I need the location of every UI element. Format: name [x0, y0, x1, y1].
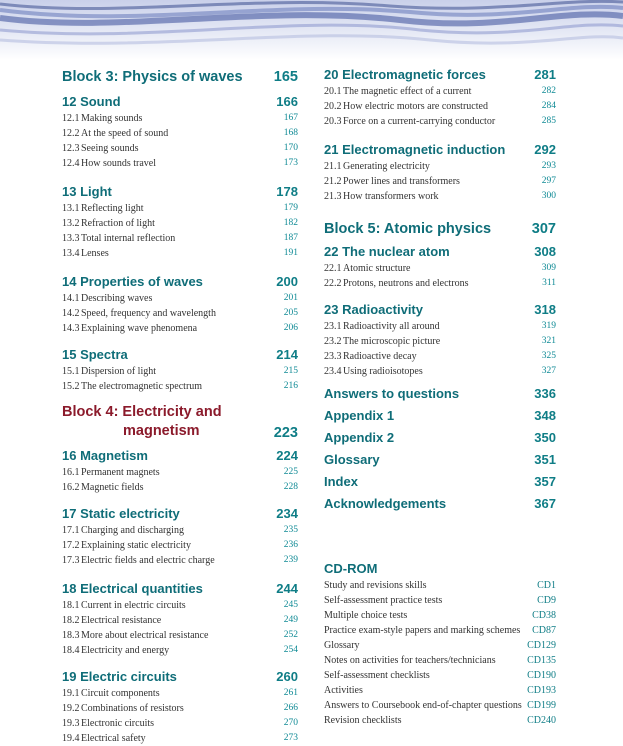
subsection-title: Electrical safety: [81, 733, 146, 744]
subsection-page: 252: [283, 630, 298, 640]
chapter-16-heading[interactable]: [62, 447, 298, 465]
subsection-row[interactable]: [62, 111, 298, 126]
subsection-number: 12.2: [62, 128, 80, 139]
subsection-page: 206: [283, 323, 298, 333]
extra-page: 336: [534, 386, 556, 401]
block-4-heading[interactable]: [62, 403, 298, 443]
subsection-number: 17.3: [62, 555, 80, 566]
cd-rom-item[interactable]: [324, 713, 556, 728]
subsection-title: Describing waves: [81, 293, 153, 304]
subsection-page: 236: [283, 540, 298, 550]
subsection-page: 182: [283, 218, 298, 228]
cd-item-page: CD240: [527, 715, 556, 726]
subsection-row[interactable]: [62, 731, 298, 746]
cd-item-page: CD199: [527, 700, 556, 711]
chapter-title: 23 Radioactivity: [324, 302, 423, 317]
extra-index[interactable]: [324, 471, 556, 493]
chapter-page: 318: [534, 302, 556, 317]
subsection-row[interactable]: [62, 126, 298, 141]
subsection-page: 191: [283, 248, 298, 258]
subsection-page: 205: [283, 308, 298, 318]
chapter-title: 16 Magnetism: [62, 448, 148, 463]
cd-rom-item[interactable]: [324, 638, 556, 653]
subsection-row[interactable]: [62, 201, 298, 216]
subsection-number: 16.1: [62, 467, 80, 478]
subsection-row[interactable]: [62, 321, 298, 336]
subsection-row[interactable]: [62, 538, 298, 553]
extra-page: 357: [534, 474, 556, 489]
subsection-row[interactable]: [324, 99, 556, 114]
extra-appendix-2[interactable]: [324, 427, 556, 449]
subsection-page: 239: [283, 555, 298, 565]
subsection-number: 18.2: [62, 615, 80, 626]
toc-left-column: [62, 66, 298, 746]
block-page: 165: [273, 69, 298, 85]
chapter-14-heading[interactable]: [62, 273, 298, 291]
block-5-heading[interactable]: [324, 218, 556, 240]
subsection-row[interactable]: [324, 364, 556, 379]
subsection-number: 20.3: [324, 116, 342, 127]
cd-rom-item[interactable]: [324, 578, 556, 593]
subsection-number: 22.1: [324, 263, 342, 274]
subsection-page: 167: [283, 113, 298, 123]
subsection-title: At the speed of sound: [81, 128, 169, 139]
subsection-title: Protons, neutrons and electrons: [343, 278, 469, 289]
subsection-title: Charging and discharging: [81, 525, 184, 536]
subsection-page: 311: [542, 278, 556, 288]
block-page: 307: [531, 221, 556, 237]
subsection-number: 23.3: [324, 351, 342, 362]
subsection-row[interactable]: [324, 189, 556, 204]
subsection-page: 284: [541, 101, 556, 111]
subsection-row[interactable]: [62, 306, 298, 321]
subsection-number: 21.1: [324, 161, 342, 172]
chapter-20-heading[interactable]: [324, 66, 556, 84]
subsection-title: Making sounds: [81, 113, 143, 124]
subsection-row[interactable]: [324, 276, 556, 291]
cd-item-page: CD190: [527, 670, 556, 681]
subsection-number: 18.1: [62, 600, 80, 611]
subsection-page: 179: [283, 203, 298, 213]
subsection-title: Force on a current-carrying conductor: [343, 116, 496, 127]
extra-page: 348: [534, 408, 556, 423]
block-title-line-2: magnetism: [123, 423, 200, 439]
subsection-page: 293: [541, 161, 556, 171]
subsection-row[interactable]: [62, 686, 298, 701]
chapter-19-heading[interactable]: [62, 668, 298, 686]
chapter-title: 15 Spectra: [62, 347, 128, 362]
cd-rom-item[interactable]: [324, 593, 556, 608]
extra-acknowledgements[interactable]: [324, 493, 556, 515]
subsection-title: Refraction of light: [81, 218, 155, 229]
subsection-title: Atomic structure: [343, 263, 411, 274]
subsection-title: Explaining wave phenomena: [81, 323, 198, 334]
subsection-row[interactable]: [62, 216, 298, 231]
subsection-page: 170: [283, 143, 298, 153]
subsection-title: Total internal reflection: [81, 233, 176, 244]
subsection-row[interactable]: [62, 628, 298, 643]
cd-item-title: Self-assessment checklists: [324, 670, 430, 681]
subsection-number: 12.4: [62, 158, 80, 169]
subsection-number: 12.1: [62, 113, 80, 124]
subsection-row[interactable]: [62, 613, 298, 628]
subsection-row[interactable]: [324, 349, 556, 364]
subsection-title: Reflecting light: [81, 203, 144, 214]
cd-rom-item[interactable]: [324, 683, 556, 698]
subsection-row[interactable]: [62, 643, 298, 658]
subsection-number: 13.1: [62, 203, 80, 214]
subsection-page: 173: [283, 158, 298, 168]
subsection-number: 23.1: [324, 321, 342, 332]
subsection-title: Electric fields and electric charge: [81, 555, 215, 566]
subsection-page: 327: [541, 366, 556, 376]
subsection-page: 261: [283, 688, 298, 698]
subsection-row[interactable]: [62, 465, 298, 480]
subsection-title: Explaining static electricity: [81, 540, 191, 551]
subsection-number: 20.1: [324, 86, 342, 97]
subsection-title: Lenses: [81, 248, 109, 259]
extra-title: Answers to questions: [324, 386, 460, 401]
subsection-title: Radioactive decay: [343, 351, 417, 362]
subsection-page: 282: [541, 86, 556, 96]
cd-item-title: Notes on activities for teachers/technicians: [324, 655, 496, 666]
cd-rom-item[interactable]: [324, 608, 556, 623]
cd-item-title: Revision checklists: [324, 715, 402, 726]
subsection-number: 16.2: [62, 482, 80, 493]
extra-answers-to-questions[interactable]: [324, 383, 556, 405]
subsection-page: 168: [283, 128, 298, 138]
subsection-page: 201: [283, 293, 298, 303]
subsection-page: 228: [283, 482, 298, 492]
subsection-number: 15.1: [62, 366, 80, 377]
cd-item-page: CD38: [532, 610, 556, 621]
subsection-page: 249: [283, 615, 298, 625]
subsection-number: 13.3: [62, 233, 80, 244]
chapter-page: 244: [276, 581, 298, 596]
subsection-title: Current in electric circuits: [81, 600, 186, 611]
subsection-page: 285: [541, 116, 556, 126]
subsection-page: 300: [541, 191, 556, 201]
subsection-number: 19.4: [62, 733, 80, 744]
subsection-page: 319: [541, 321, 556, 331]
subsection-number: 17.1: [62, 525, 80, 536]
subsection-title: Using radioisotopes: [343, 366, 423, 377]
cd-item-page: CD87: [532, 625, 556, 636]
extra-page: 350: [534, 430, 556, 445]
chapter-title: 14 Properties of waves: [62, 274, 203, 289]
subsection-number: 21.2: [324, 176, 342, 187]
subsection-title: Electronic circuits: [81, 718, 155, 729]
subsection-title: Seeing sounds: [81, 143, 139, 154]
subsection-page: 216: [283, 381, 298, 391]
subsection-row[interactable]: [62, 156, 298, 171]
cd-item-page: CD135: [527, 655, 556, 666]
subsection-row[interactable]: [62, 246, 298, 261]
cd-item-page: CD129: [527, 640, 556, 651]
chapter-18-heading[interactable]: [62, 580, 298, 598]
subsection-title: Combinations of resistors: [81, 703, 184, 714]
subsection-number: 22.2: [324, 278, 342, 289]
chapter-page: 214: [276, 347, 298, 362]
subsection-row[interactable]: [62, 553, 298, 568]
extra-appendix-1[interactable]: [324, 405, 556, 427]
chapter-23-heading[interactable]: [324, 301, 556, 319]
subsection-title: More about electrical resistance: [81, 630, 209, 641]
chapter-21-heading[interactable]: [324, 141, 556, 159]
subsection-page: 215: [283, 366, 298, 376]
subsection-row[interactable]: [324, 319, 556, 334]
subsection-row[interactable]: [62, 523, 298, 538]
cd-rom-item[interactable]: [324, 623, 556, 638]
subsection-number: 21.3: [324, 191, 342, 202]
chapter-page: 224: [276, 448, 298, 463]
cd-item-title: Glossary: [324, 640, 360, 651]
subsection-page: 325: [541, 351, 556, 361]
subsection-title: Generating electricity: [343, 161, 430, 172]
chapter-page: 166: [276, 94, 298, 109]
extra-glossary[interactable]: [324, 449, 556, 471]
subsection-number: 23.2: [324, 336, 342, 347]
cd-item-page: CD1: [537, 580, 556, 591]
subsection-title: Permanent magnets: [81, 467, 160, 478]
chapter-page: 178: [276, 184, 298, 199]
subsection-number: 14.3: [62, 323, 80, 334]
cd-item-title: Multiple choice tests: [324, 610, 408, 621]
subsection-row[interactable]: [62, 701, 298, 716]
subsection-row[interactable]: [324, 114, 556, 129]
subsection-number: 13.2: [62, 218, 80, 229]
toc-right-column: [324, 66, 556, 728]
chapter-title: 20 Electromagnetic forces: [324, 67, 486, 82]
block-title: Block 3: Physics of waves: [62, 69, 243, 85]
subsection-number: 14.2: [62, 308, 80, 319]
subsection-row[interactable]: [62, 141, 298, 156]
subsection-title: Electrical resistance: [81, 615, 162, 626]
subsection-row[interactable]: [62, 480, 298, 495]
subsection-row[interactable]: [324, 159, 556, 174]
cd-rom-item[interactable]: [324, 668, 556, 683]
chapter-page: 234: [276, 506, 298, 521]
subsection-row[interactable]: [324, 334, 556, 349]
subsection-page: 270: [283, 718, 298, 728]
subsection-number: 12.3: [62, 143, 80, 154]
subsection-page: 321: [541, 336, 556, 346]
subsection-page: 187: [283, 233, 298, 243]
cd-item-title: Practice exam-style papers and marking schemes: [324, 625, 521, 636]
subsection-number: 18.3: [62, 630, 80, 641]
block-title-line-1: Block 4: Electricity and: [62, 404, 222, 420]
chapter-page: 200: [276, 274, 298, 289]
chapter-page: 292: [534, 142, 556, 157]
subsection-page: 297: [541, 176, 556, 186]
cd-rom-item[interactable]: [324, 653, 556, 668]
chapter-page: 281: [534, 67, 556, 82]
chapter-title: 21 Electromagnetic induction: [324, 142, 506, 157]
chapter-title: 22 The nuclear atom: [324, 244, 450, 259]
chapter-page: 308: [534, 244, 556, 259]
subsection-number: 14.1: [62, 293, 80, 304]
cd-item-page: CD9: [537, 595, 556, 606]
subsection-number: 15.2: [62, 381, 80, 392]
cd-item-title: Self-assessment practice tests: [324, 595, 443, 606]
subsection-number: 19.2: [62, 703, 80, 714]
chapter-title: 17 Static electricity: [62, 506, 180, 521]
subsection-page: 235: [283, 525, 298, 535]
chapter-22-heading[interactable]: [324, 243, 556, 261]
subsection-number: 19.1: [62, 688, 80, 699]
subsection-number: 18.4: [62, 645, 80, 656]
subsection-row[interactable]: [62, 598, 298, 613]
subsection-title: The electromagnetic spectrum: [81, 381, 203, 392]
chapter-15-heading[interactable]: [62, 346, 298, 364]
chapter-17-heading[interactable]: [62, 505, 298, 523]
subsection-title: Electricity and energy: [81, 645, 170, 656]
extra-title: Acknowledgements: [324, 496, 447, 511]
subsection-page: 254: [283, 645, 298, 655]
subsection-title: Circuit components: [81, 688, 160, 699]
extra-title: Appendix 1: [324, 408, 395, 423]
cd-item-title: Study and revisions skills: [324, 580, 427, 591]
cd-item-page: CD193: [527, 685, 556, 696]
cd-rom-heading: [324, 560, 556, 578]
subsection-title: Magnetic fields: [81, 482, 144, 493]
subsection-title: Radioactivity all around: [343, 321, 440, 332]
subsection-title: Power lines and transformers: [343, 176, 460, 187]
subsection-title: How transformers work: [343, 191, 439, 202]
subsection-row[interactable]: [324, 261, 556, 276]
subsection-page: 266: [283, 703, 298, 713]
subsection-title: How sounds travel: [81, 158, 156, 169]
subsection-row[interactable]: [62, 364, 298, 379]
decorative-banner: [0, 0, 623, 60]
subsection-title: Dispersion of light: [81, 366, 156, 377]
cd-rom-item[interactable]: [324, 698, 556, 713]
extra-title: Appendix 2: [324, 430, 395, 445]
subsection-number: 17.2: [62, 540, 80, 551]
subsection-number: 19.3: [62, 718, 80, 729]
subsection-row[interactable]: [324, 174, 556, 189]
subsection-number: 20.2: [324, 101, 342, 112]
subsection-title: Speed, frequency and wavelength: [81, 308, 216, 319]
extra-page: 351: [534, 452, 556, 467]
block-title: Block 5: Atomic physics: [324, 221, 492, 237]
block-3-heading[interactable]: [62, 66, 298, 88]
subsection-row[interactable]: [62, 291, 298, 306]
subsection-title: How electric motors are constructed: [343, 101, 488, 112]
chapter-title: 19 Electric circuits: [62, 669, 177, 684]
subsection-title: The magnetic effect of a current: [343, 86, 472, 97]
subsection-row[interactable]: [324, 84, 556, 99]
subsection-page: 245: [283, 600, 298, 610]
cd-item-title: Activities: [324, 685, 363, 696]
cd-item-title: Answers to Coursebook end-of-chapter questions: [324, 700, 522, 711]
chapter-13-heading[interactable]: [62, 183, 298, 201]
subsection-number: 13.4: [62, 248, 80, 259]
subsection-page: 225: [283, 467, 298, 477]
chapter-page: 260: [276, 669, 298, 684]
subsection-row[interactable]: [62, 379, 298, 394]
subsection-page: 309: [541, 263, 556, 273]
chapter-title: 13 Light: [62, 184, 112, 199]
subsection-number: 23.4: [324, 366, 342, 377]
extra-title: Glossary: [324, 452, 380, 467]
extra-page: 367: [534, 496, 556, 511]
chapter-title: 12 Sound: [62, 94, 121, 109]
extra-title: Index: [324, 474, 358, 489]
block-page: 223: [273, 425, 298, 441]
chapter-12-heading[interactable]: [62, 93, 298, 111]
subsection-title: The microscopic picture: [343, 336, 441, 347]
subsection-row[interactable]: [62, 231, 298, 246]
subsection-page: 273: [283, 733, 298, 743]
chapter-title: 18 Electrical quantities: [62, 581, 203, 596]
subsection-row[interactable]: [62, 716, 298, 731]
cd-rom-title: CD-ROM: [324, 561, 378, 576]
